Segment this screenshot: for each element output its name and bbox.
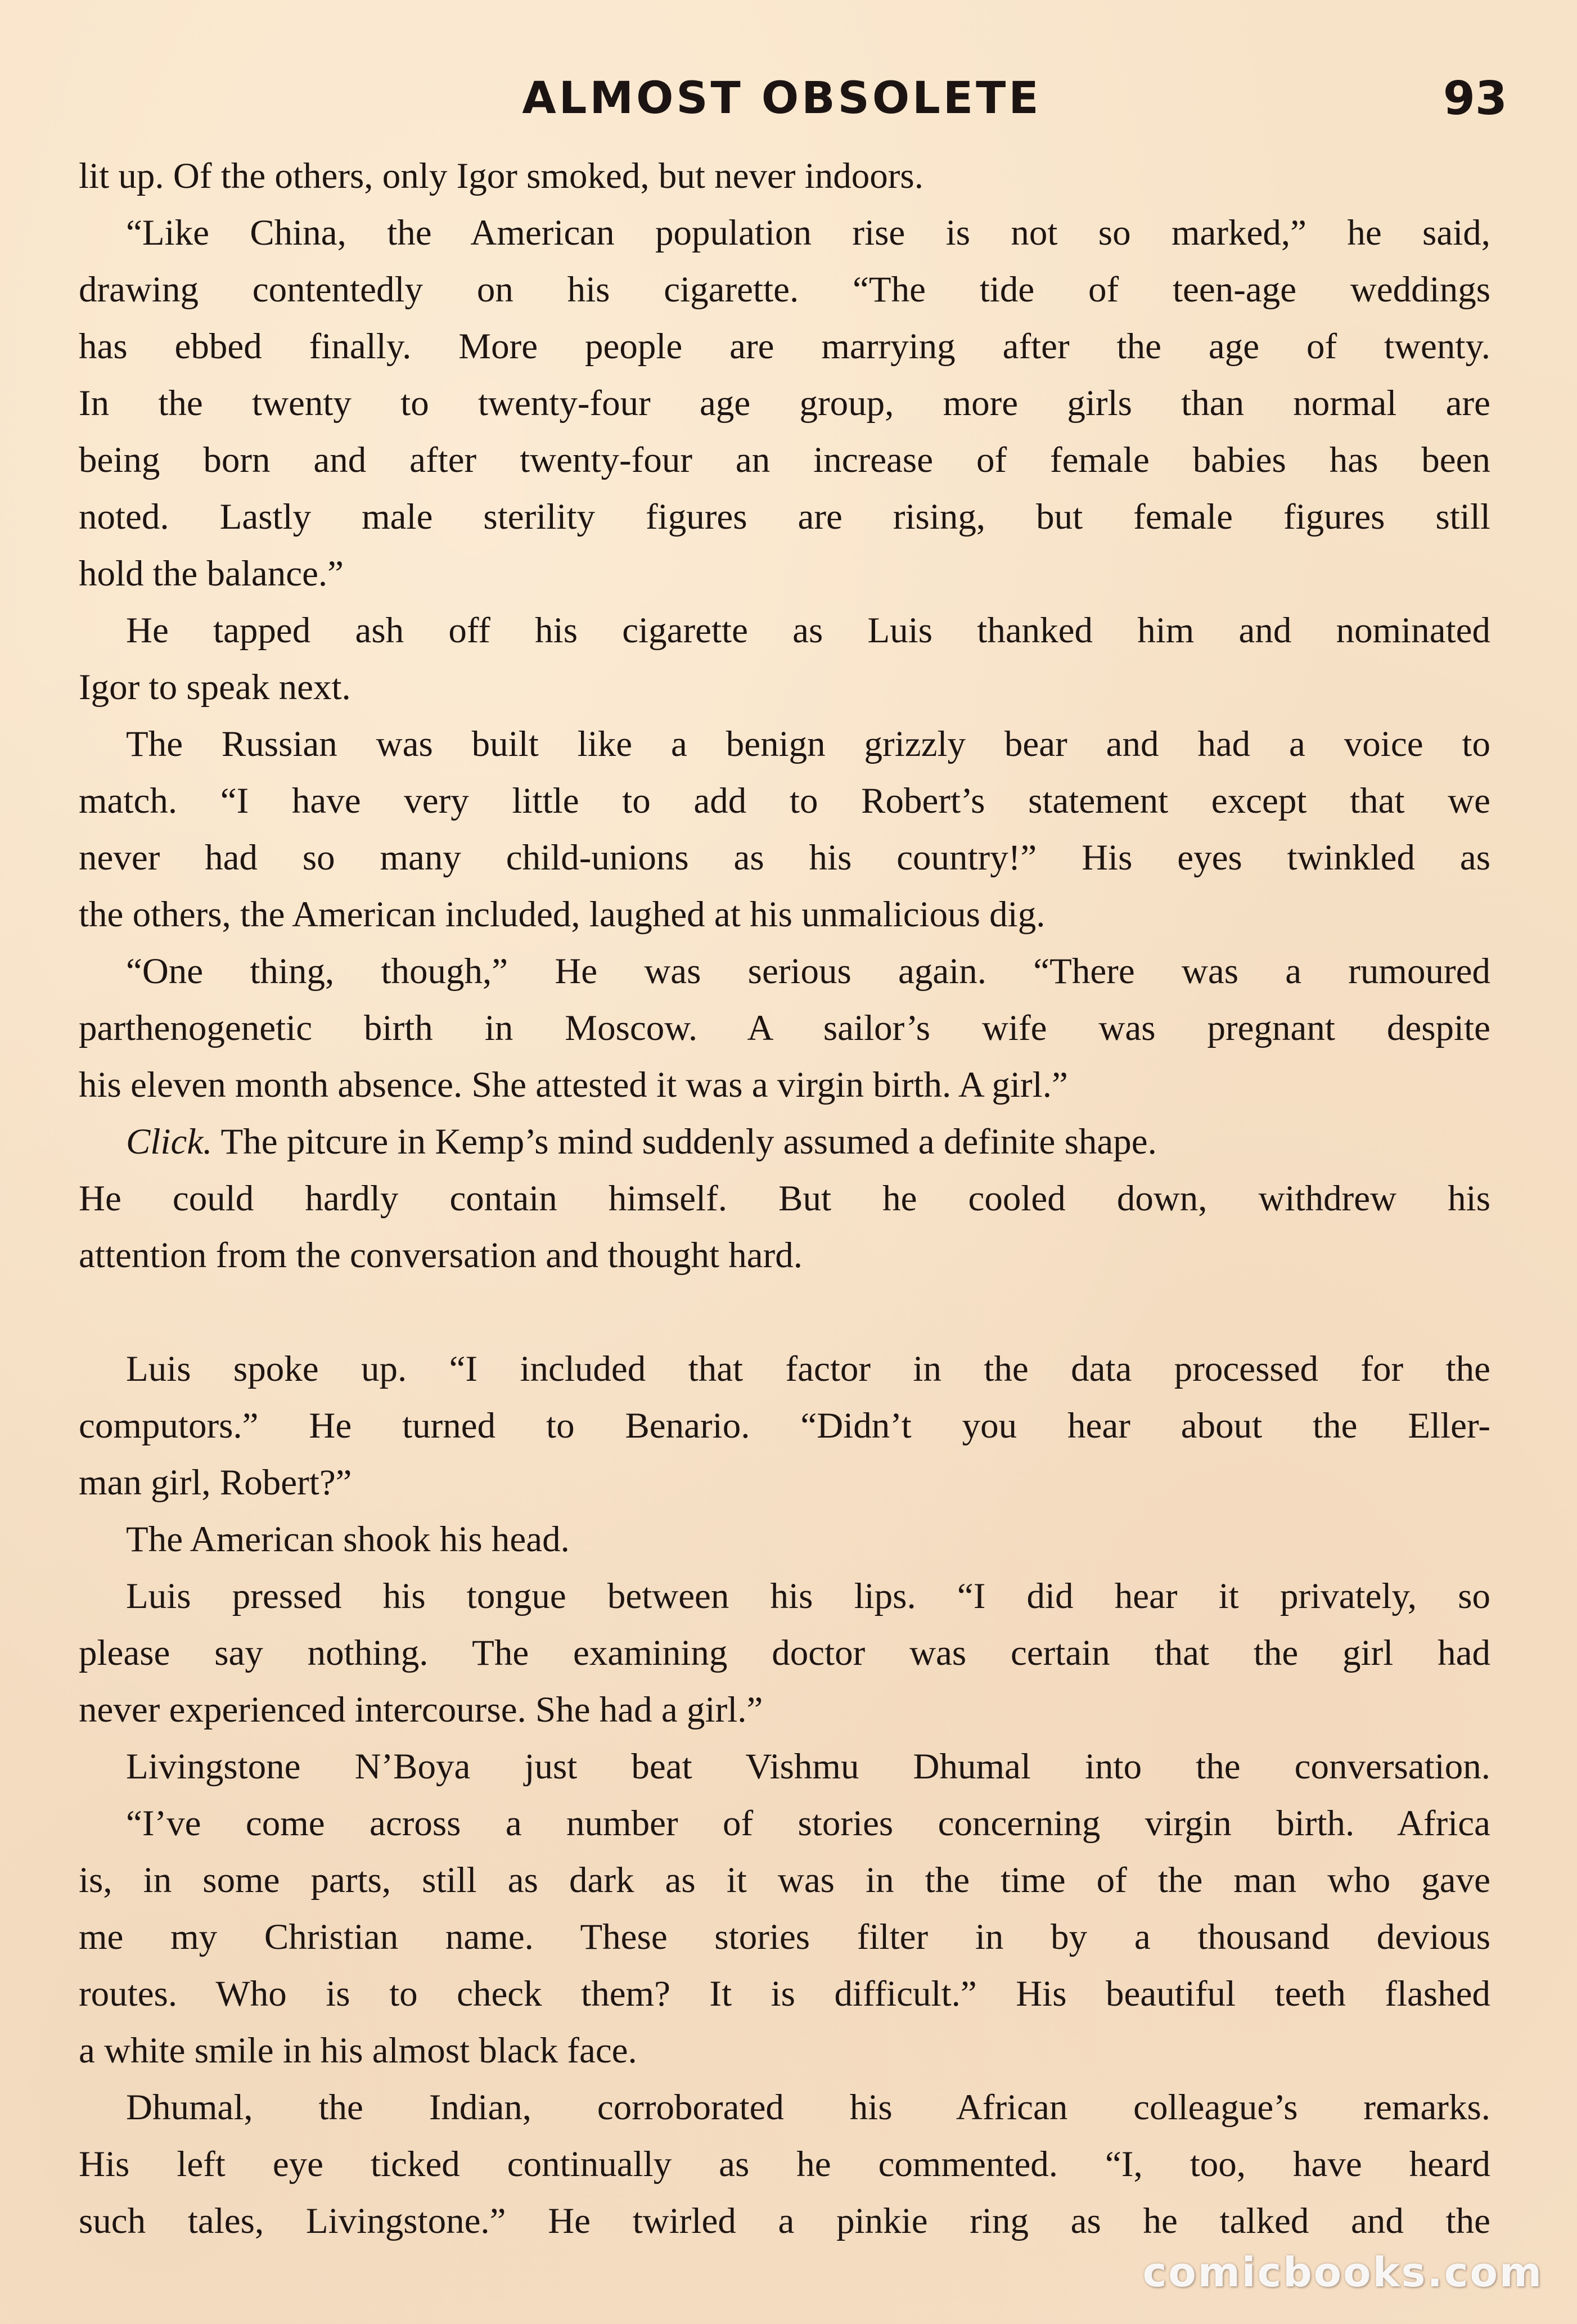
text-line: lit up. Of the others, only Igor smoked, but never indoors. <box>79 156 923 196</box>
text-line: computors.” He turned to Benario. “Didn’t you hear about the Eller- <box>79 1406 1490 1446</box>
text-line: “One thing, though,” He was serious again. “There was a rumoured <box>126 951 1490 992</box>
text-line: attention from the conversation and thought hard. <box>79 1235 803 1276</box>
text-line: routes. Who is to check them? It is difficult.” His beautiful teeth flashed <box>79 1974 1490 2014</box>
text-line: parthenogenetic birth in Moscow. A sailor’s wife was pregnant despite <box>79 1008 1490 1048</box>
text-line: the others, the American included, laughed at his unmalicious dig. <box>79 894 1046 935</box>
text-line: never experienced intercourse. She had a girl.” <box>79 1690 763 1730</box>
text-line: Dhumal, the Indian, corroborated his African colleague’s remarks. <box>126 2087 1490 2128</box>
text-line-rest: The pitcure in Kemp’s mind suddenly assumed a definite shape. <box>212 1122 1157 1162</box>
text-line: Igor to speak next. <box>79 667 351 708</box>
text-line: never had so many child-unions as his country!” His eyes twinkled as <box>79 837 1490 878</box>
text-line: match. “I have very little to add to Robert’s statement except that we <box>79 781 1490 821</box>
page-number: 93 <box>1443 72 1507 125</box>
site-watermark: comicbooks.com <box>1142 2249 1543 2296</box>
text-line: The Russian was built like a benign grizzly bear and had a voice to <box>126 724 1490 764</box>
text-line: He could hardly contain himself. But he cooled down, withdrew his <box>79 1178 1490 1219</box>
text-line: man girl, Robert?” <box>79 1462 352 1503</box>
text-line: is, in some parts, still as dark as it was in the time of the man who gave <box>79 1860 1490 1900</box>
text-line <box>79 1114 1490 1170</box>
text-line: “Like China, the American population rise is not so marked,” he said, <box>126 213 1490 253</box>
text-line: He tapped ash off his cigarette as Luis thanked him and nominated <box>126 610 1490 651</box>
text-line: noted. Lastly male sterility figures are rising, but female figures still <box>79 497 1490 537</box>
text-line: a white smile in his almost black face. <box>79 2030 637 2071</box>
click-word: Click. <box>126 1122 213 1162</box>
text-line: The American shook his head. <box>126 1519 570 1560</box>
text-line: Livingstone N’Boya just beat Vishmu Dhumal into the conversation. <box>126 1746 1490 1787</box>
text-line: “I’ve come across a number of stories concerning virgin birth. Africa <box>126 1803 1490 1844</box>
text-line: Luis pressed his tongue between his lips. “I did hear it privately, so <box>126 1576 1490 1616</box>
text-line: his eleven month absence. She attested it was a virgin birth. A girl.” <box>79 1065 1068 1105</box>
section-break <box>79 1284 1490 1341</box>
body-text <box>79 148 1490 2250</box>
text-line: hold the balance.” <box>79 553 344 594</box>
text-line: me my Christian name. These stories filter in by a thousand devious <box>79 1917 1490 1957</box>
text-line: please say nothing. The examining doctor was certain that the girl had <box>79 1633 1490 1673</box>
text-line: has ebbed finally. More people are marrying after the age of twenty. <box>79 326 1490 367</box>
text-line: being born and after twenty-four an increase of female babies has been <box>79 440 1490 480</box>
text-line: In the twenty to twenty-four age group, more girls than normal are <box>79 383 1490 424</box>
running-title: ALMOST OBSOLETE <box>522 73 1042 124</box>
text-line: Luis spoke up. “I included that factor in the data processed for the <box>126 1349 1490 1389</box>
text-line: such tales, Livingstone.” He twirled a pinkie ring as he talked and the <box>79 2201 1490 2241</box>
text-line: drawing contentedly on his cigarette. “The tide of teen-age weddings <box>79 269 1490 310</box>
text-line: His left eye ticked continually as he commented. “I, too, have heard <box>79 2144 1490 2185</box>
page-header <box>79 67 1507 135</box>
